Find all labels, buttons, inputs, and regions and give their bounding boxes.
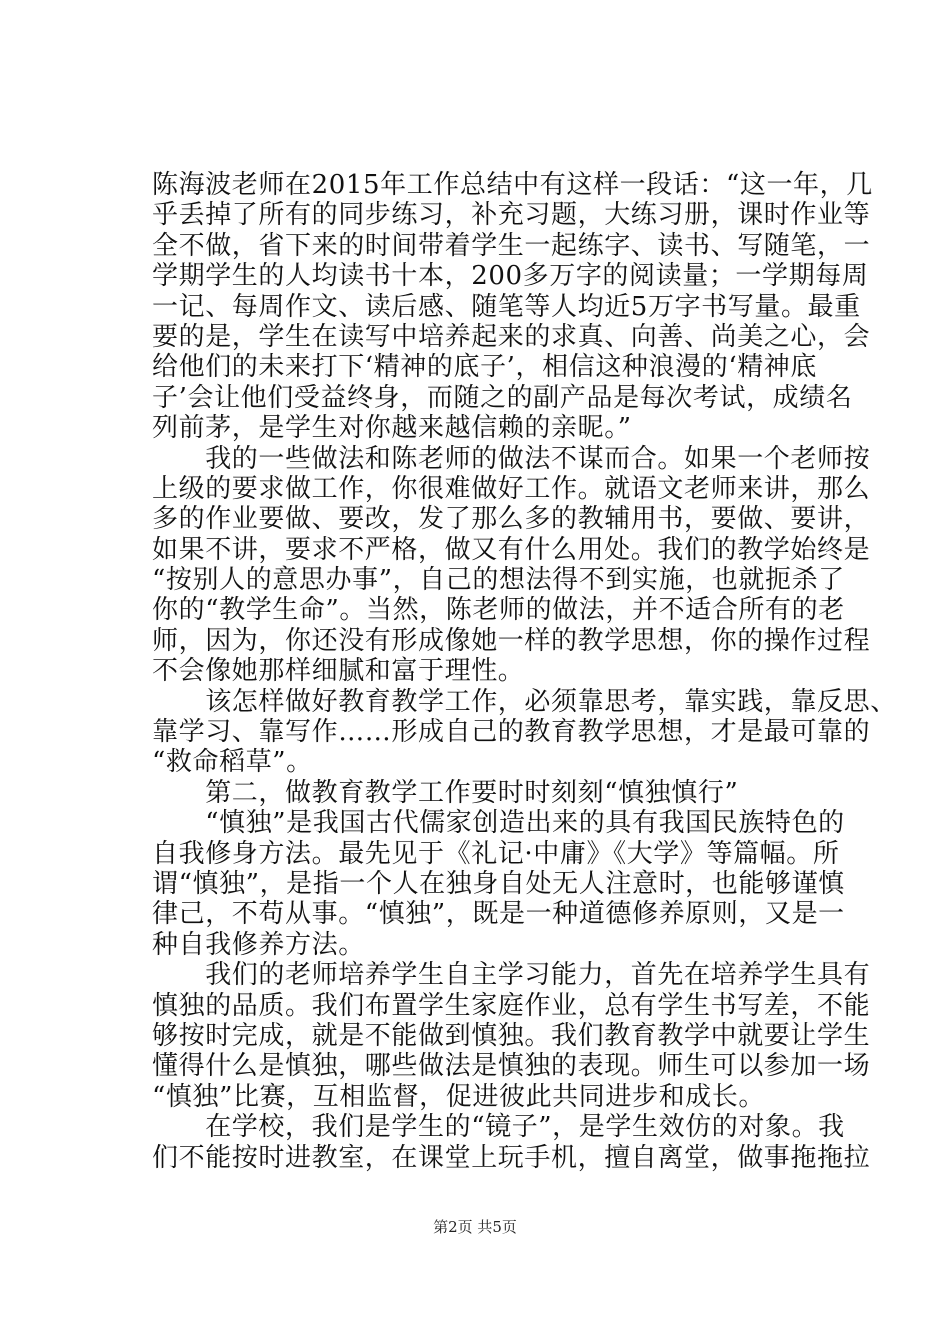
text-line: 师，因为，你还没有形成像她一样的教学思想，你的操作过程	[152, 625, 871, 656]
page-number-footer: 第2页 共5页	[433, 1218, 517, 1236]
section-heading: 第二，做教育教学工作要时时刻刻“慎独慎行”	[152, 777, 739, 808]
text-line: “慎独”是我国古代儒家创造出来的具有我国民族特色的	[152, 808, 845, 839]
text-line: 够按时完成，就是不能做到慎独。我们教育教学中就要让学生	[152, 1020, 871, 1051]
text-line: 学期学生的人均读书十本，200多万字的阅读量；一学期每周	[152, 261, 869, 292]
text-line: 慎独的品质。我们布置学生家庭作业，总有学生书写差，不能	[152, 990, 871, 1021]
text-line: 乎丢掉了所有的同步练习，补充习题，大练习册，课时作业等	[152, 200, 871, 231]
text-line: 在学校，我们是学生的“镜子”，是学生效仿的对象。我	[152, 1112, 845, 1143]
text-line: 不会像她那样细腻和富于理性。	[152, 656, 525, 687]
text-line: 给他们的未来打下‘精神的底子’，相信这种浪漫的‘精神底	[152, 352, 817, 383]
text-line: 们不能按时进教室，在课堂上玩手机，擅自离堂，做事拖拖拉	[152, 1142, 871, 1173]
text-line: 要的是，学生在读写中培养起来的求真、向善、尚美之心，会	[152, 321, 871, 352]
text-line: 我们的老师培养学生自主学习能力，首先在培养学生具有	[152, 960, 871, 991]
text-line: 如果不讲，要求不严格，做又有什么用处。我们的教学始终是	[152, 534, 871, 565]
text-line: 靠学习、靠写作……形成自己的教育教学思想，才是最可靠的	[152, 717, 871, 748]
text-line: 该怎样做好教育教学工作，必须靠思考，靠实践，靠反思、	[152, 686, 897, 717]
text-line: 子’会让他们受益终身，而随之的副产品是每次考试，成绩名	[152, 382, 853, 413]
text-line: 列前茅，是学生对你越来越信赖的亲昵。”	[152, 413, 632, 444]
text-line: 自我修身方法。最先见于《礼记·中庸》《大学》等篇幅。所	[152, 838, 840, 869]
text-line: 上级的要求做工作，你很难做好工作。就语文老师来讲，那么	[152, 473, 871, 504]
text-line: 一记、每周作文、读后感、随笔等人均近5万字书写量。最重	[152, 291, 861, 322]
text-line: “按别人的意思办事”，自己的想法得不到实施，也就扼杀了	[152, 565, 845, 596]
text-line: 懂得什么是慎独，哪些做法是慎独的表现。师生可以参加一场	[152, 1051, 871, 1082]
text-line: “慎独”比赛，互相监督，促进彼此共同进步和成长。	[152, 1081, 765, 1112]
text-line: 多的作业要做、要改，发了那么多的教辅用书，要做、要讲，	[152, 504, 871, 535]
body-text	[152, 170, 897, 1173]
text-line: 种自我修养方法。	[152, 929, 365, 960]
text-line: 谓“慎独”，是指一个人在独身自处无人注意时，也能够谨慎	[152, 868, 845, 899]
text-line: 律己，不苟从事。“慎独”，既是一种道德修养原则，又是一	[152, 899, 845, 930]
text-line: 我的一些做法和陈老师的做法不谋而合。如果一个老师按	[152, 443, 871, 474]
text-line: “救命稻草”。	[152, 747, 313, 778]
text-line: 你的“教学生命”。当然，陈老师的做法，并不适合所有的老	[152, 595, 845, 626]
text-line: 陈海波老师在2015年工作总结中有这样一段话：“这一年，几	[152, 170, 873, 200]
text-line: 全不做，省下来的时间带着学生一起练字、读书、写随笔，一	[152, 230, 871, 261]
